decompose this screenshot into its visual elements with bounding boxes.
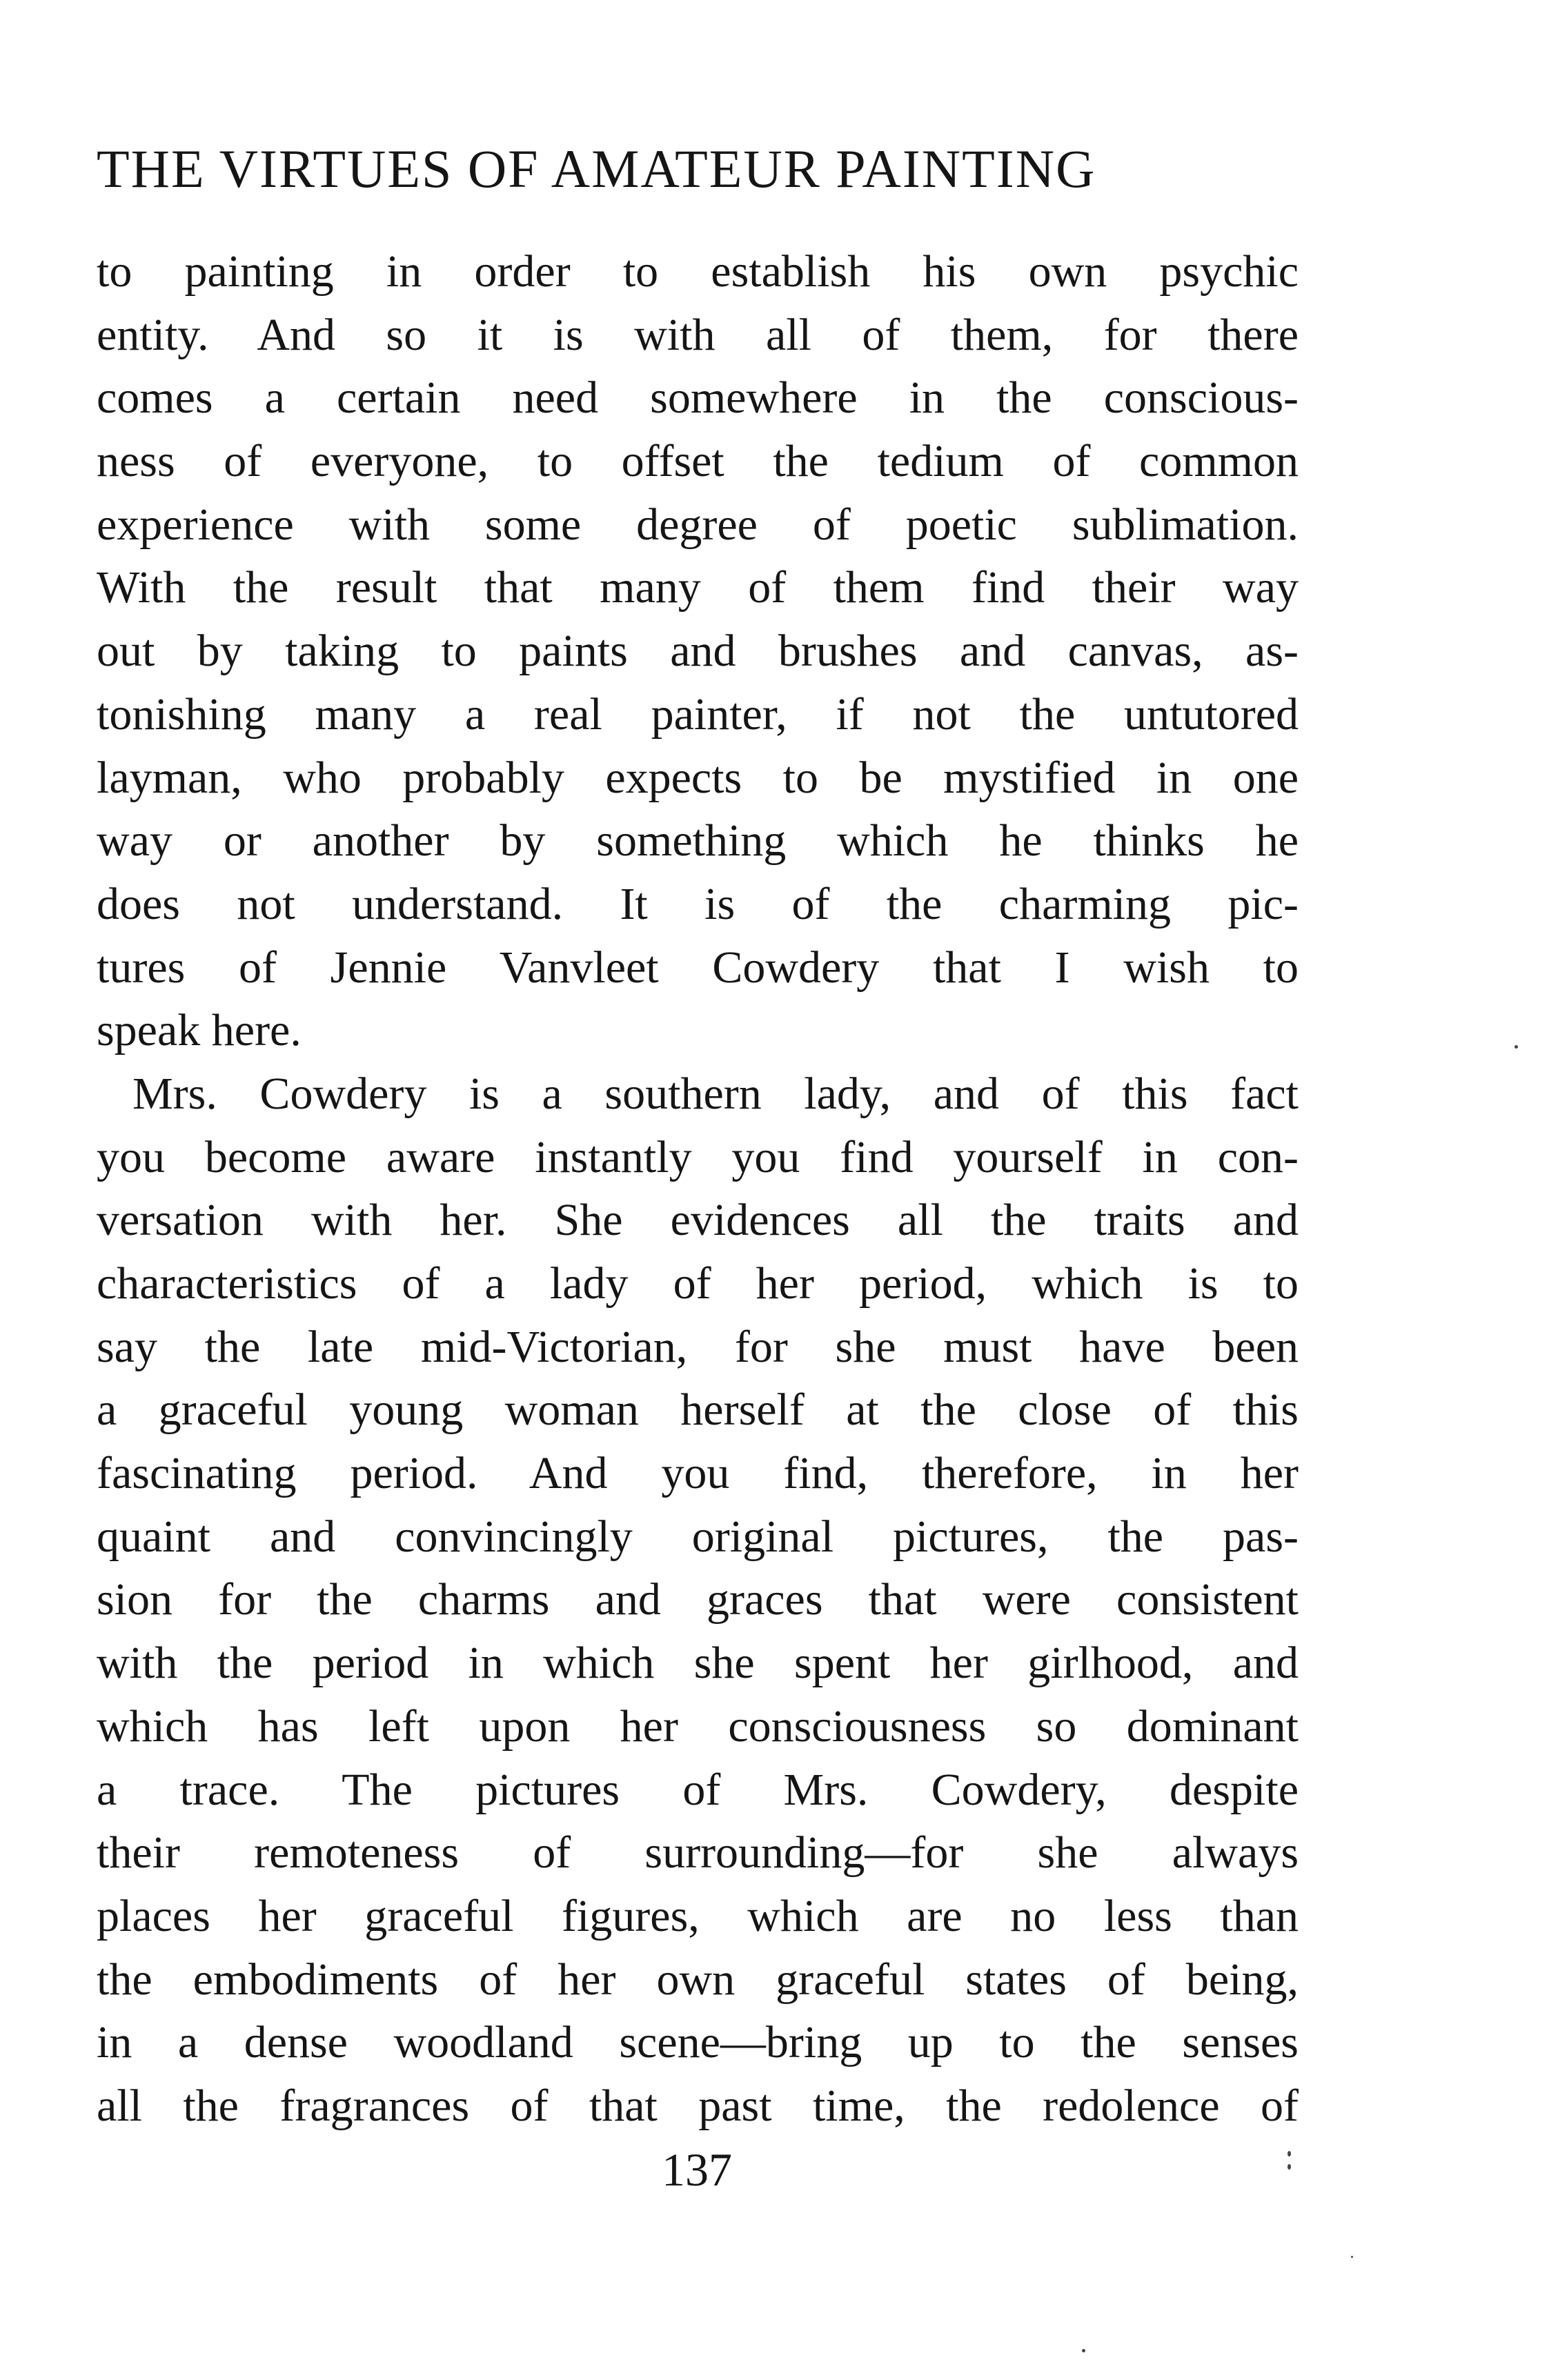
text-line: with the period in which she spent her girlhood, and [97, 1638, 1299, 1689]
text-line: a graceful young woman herself at the close of this [97, 1385, 1299, 1436]
text-line: say the late mid-Victorian, for she must have been [97, 1321, 1299, 1372]
text-line: does not understand. It is of the charming pic- [97, 878, 1299, 929]
text-line: ness of everyone, to offset the tedium of common [97, 436, 1299, 487]
text-line: versation with her. She evidences all the traits and [97, 1195, 1299, 1246]
text-line: the embodiments of her own graceful states of being, [97, 1954, 1299, 2005]
text-line: sion for the charms and graces that were consistent [97, 1574, 1299, 1625]
text-line-paragraph-end: speak here. [97, 1005, 302, 1056]
print-speck [1515, 1045, 1518, 1049]
text-line: a trace. The pictures of Mrs. Cowdery, despite [97, 1764, 1299, 1815]
text-line: characteristics of a lady of her period, which is to [97, 1258, 1299, 1309]
text-line: out by taking to paints and brushes and canvas, as- [97, 626, 1299, 677]
print-speck [1082, 2349, 1085, 2352]
text-line: you become aware instantly you find yourself in con- [97, 1131, 1299, 1182]
text-line: comes a certain need somewhere in the conscious- [97, 373, 1299, 424]
text-line: which has left upon her consciousness so dominant [97, 1700, 1299, 1752]
text-line: fascinating period. And you find, therefore, in her [97, 1448, 1299, 1499]
text-line: layman, who probably expects to be mystified in one [97, 752, 1299, 803]
running-head: THE VIRTUES OF AMATEUR PAINTING [97, 139, 1096, 199]
text-line-paragraph-start: Mrs. Cowdery is a southern lady, and of this fact [132, 1068, 1299, 1119]
text-line: entity. And so it is with all of them, for there [97, 309, 1299, 360]
text-line: all the fragrances of that past time, the redolence of [97, 2080, 1299, 2131]
text-line: in a dense woodland scene—bring up to the senses [97, 2017, 1299, 2068]
text-line: to painting in order to establish his own psychic [97, 246, 1299, 297]
text-line: With the result that many of them find their way [97, 562, 1299, 613]
print-speck [1287, 2151, 1291, 2156]
text-line: tures of Jennie Vanvleet Cowdery that I wish to [97, 942, 1299, 993]
text-line: experience with some degree of poetic sublimation. [97, 499, 1299, 550]
page-number: 137 [662, 2143, 732, 2196]
text-line: tonishing many a real painter, if not the untutored [97, 688, 1299, 740]
text-line: their remoteness of surrounding—for she always [97, 1827, 1299, 1878]
print-speck [1351, 2256, 1353, 2258]
text-line: way or another by something which he thinks he [97, 815, 1299, 866]
text-line: places her graceful figures, which are no less than [97, 1890, 1299, 1941]
print-speck [1287, 2164, 1291, 2170]
body-text [97, 240, 1299, 2138]
text-line: quaint and convincingly original pictures, the pas- [97, 1511, 1299, 1562]
